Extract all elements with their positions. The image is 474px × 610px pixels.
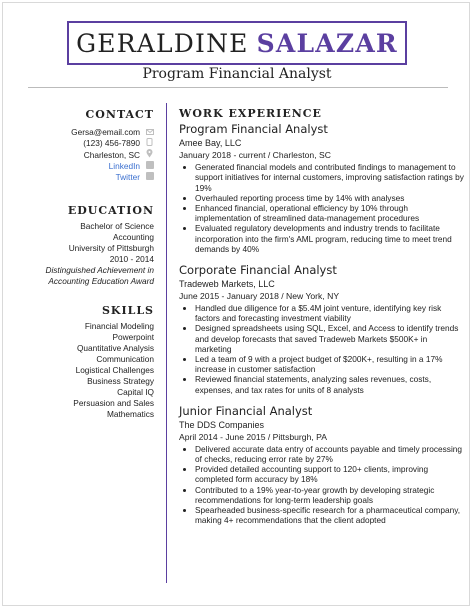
job-location: Charleston, SC [272, 150, 331, 161]
education-heading: EDUCATION [67, 204, 154, 217]
job-location: Pittsburgh, PA [272, 431, 327, 442]
job-bullet: • Handled due diligence for a $5.4M joint venture, identifying key risk factors and forecasting investment viability [195, 303, 464, 323]
meta-separator: / [281, 291, 287, 302]
linkedin-link[interactable]: LinkedIn [108, 161, 140, 171]
skill-item: Business Strategy [87, 376, 154, 386]
job-meta [179, 149, 464, 161]
education-honor-line2: Accounting Education Award [48, 276, 154, 286]
twitter-link[interactable]: Twitter [115, 172, 140, 182]
left-column [10, 109, 154, 420]
location-text: Charleston, SC [83, 149, 140, 160]
job-title: Program Financial Analyst [179, 122, 328, 137]
education-honor-line1: Distinguished Achievement in [45, 265, 154, 275]
job-bullet: • Evaluated regulatory developments and industry trends to facilitate incorporation into the firm's AML program, reducing time to meet trend demands by 40% [195, 223, 464, 254]
job-bullet: • Led a team of 9 with a project budget of $200K+, resulting in a 17% increase in customer satisfaction [195, 354, 464, 374]
location-icon [145, 149, 154, 161]
job-company: Amee Bay, LLC [179, 138, 242, 149]
right-column [179, 109, 464, 525]
job-company: Tradeweb Markets, LLC [179, 279, 275, 290]
skill-item: Mathematics [106, 409, 154, 419]
contact-email[interactable] [10, 127, 154, 138]
email-text[interactable]: Gersa@email.com [71, 127, 140, 137]
job-bullet: • Designed spreadsheets using SQL, Excel, and Access to identify trends and develop forecasts that saved Tradeweb Markets $500K+ in marketing [195, 323, 464, 354]
contact-twitter[interactable] [10, 172, 154, 183]
contact-location [10, 149, 154, 161]
meta-separator: / [267, 431, 273, 442]
job-bullets [179, 444, 464, 526]
education-field: Accounting [112, 232, 154, 242]
meta-separator: / [267, 150, 273, 161]
twitter-icon [145, 172, 154, 183]
education-school: University of Pittsburgh [68, 243, 154, 253]
job-bullet: • Enhanced financial, operational efficiency by 10% through implementation of streamlined data-management procedures [195, 203, 464, 223]
header-rule [28, 87, 448, 88]
job-dates: April 2014 - June 2015 [179, 431, 266, 442]
skill-item: Quantitative Analysis [76, 343, 154, 353]
skills-heading: SKILLS [101, 304, 154, 317]
job-meta [179, 431, 464, 443]
name-box [67, 21, 407, 65]
skill-item: Financial Modeling [84, 321, 154, 331]
work-experience-heading: WORK EXPERIENCE [179, 107, 322, 120]
job-bullets [179, 303, 464, 395]
resume-title: Program Financial Analyst [142, 66, 332, 82]
job-entry [179, 263, 464, 395]
education-degree: Bachelor of Science [80, 221, 154, 231]
job-meta [179, 290, 464, 302]
job-company: The DDS Companies [179, 419, 265, 430]
job-dates: January 2018 - current [179, 150, 266, 161]
contact-heading: CONTACT [85, 108, 154, 121]
job-location: New York, NY [286, 291, 340, 302]
job-bullet: • Overhauled reporting process time by 14% with analyses [195, 193, 464, 203]
skill-item: Communication [96, 354, 154, 364]
skill-item: Powerpoint [112, 332, 154, 342]
education-years: 2010 - 2014 [109, 254, 154, 264]
job-bullet: • Provided detailed accounting support to 120+ clients, improving completed form accuracy by 18% [195, 464, 464, 484]
job-title: Corporate Financial Analyst [179, 263, 337, 278]
job-bullets [179, 162, 464, 254]
linkedin-icon [145, 161, 154, 172]
skill-item: Capital IQ [117, 387, 154, 397]
contact-phone [10, 138, 154, 149]
job-entry [179, 122, 464, 254]
skill-item: Logistical Challenges [75, 365, 154, 375]
phone-text: (123) 456-7890 [83, 138, 140, 148]
job-bullet: • Delivered accurate data entry of accounts payable and timely processing of checks, reducing error rate by 27% [195, 444, 464, 464]
first-name: GERALDINE [76, 28, 249, 58]
skill-item: Persuasion and Sales [73, 398, 154, 408]
phone-icon [145, 138, 154, 149]
column-divider [166, 103, 167, 583]
job-dates: June 2015 - January 2018 [179, 291, 279, 302]
job-bullet: • Generated financial models and contributed findings to management to support initiatives for internal customers, improving satisfaction ratings by 19% [195, 162, 464, 193]
job-title: Junior Financial Analyst [179, 403, 313, 418]
job-bullet: • Reviewed financial statements, analyzing sales revenues, costs, expenses, and tax rates for units of 8 analysts [195, 374, 464, 394]
job-bullet: • Spearheaded business-specific research for a pharmaceutical company, making 4+ recommendations that the client adopted [195, 505, 464, 525]
last-name: SALAZAR [256, 28, 398, 58]
job-entry [179, 404, 464, 526]
email-icon [145, 127, 154, 138]
contact-linkedin[interactable] [10, 161, 154, 172]
job-bullet: • Contributed to a 19% year-to-year growth by developing strategic recommendations for long-term leadership goals [195, 485, 464, 505]
